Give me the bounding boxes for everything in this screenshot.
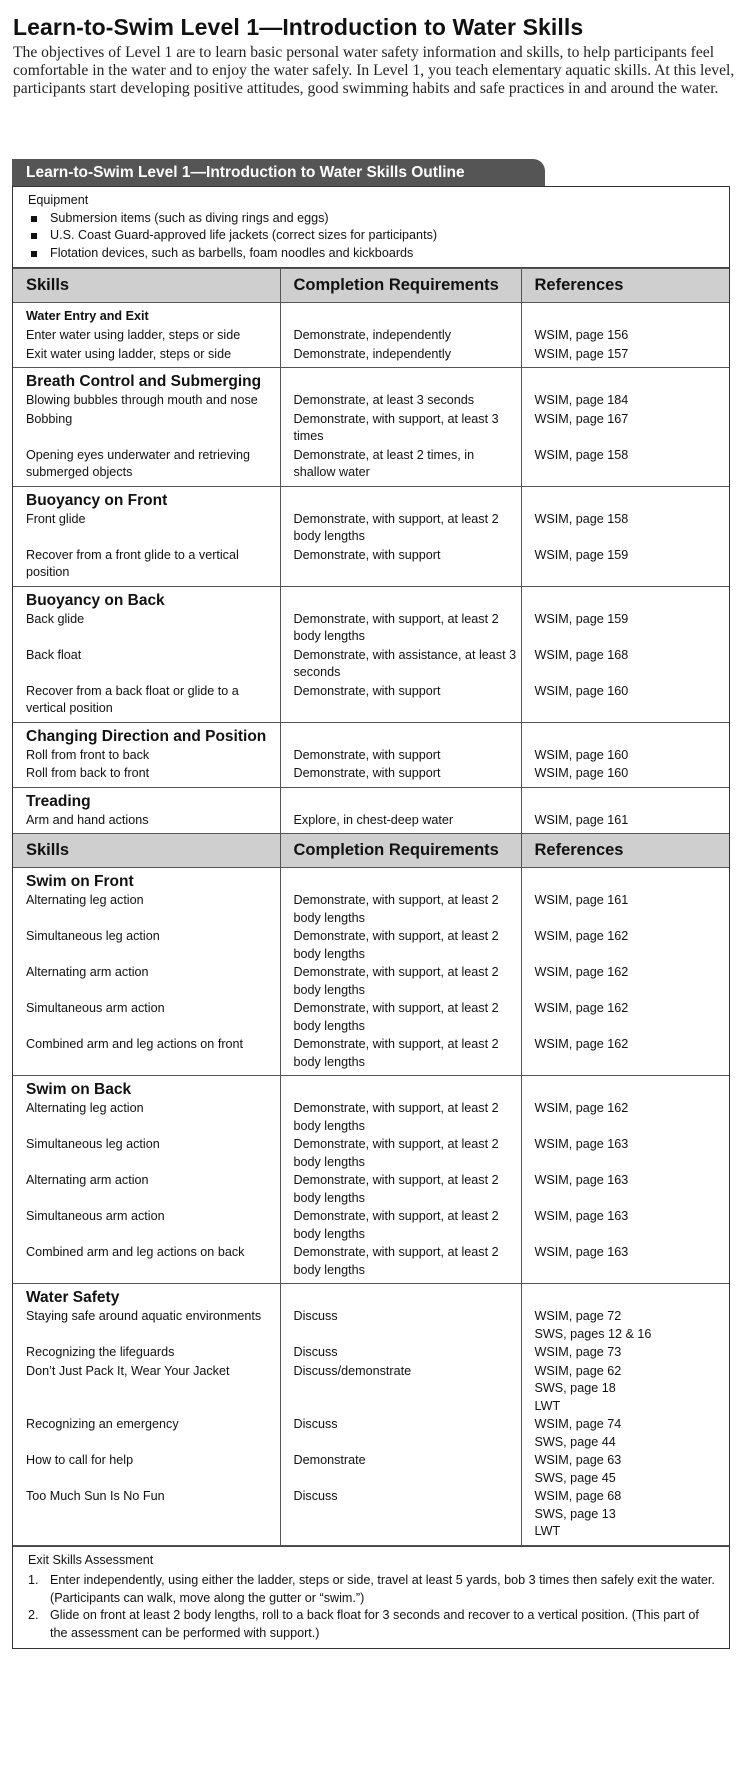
skill-group-title: Changing Direction and Position xyxy=(26,727,267,745)
skill-group-title: Water Safety xyxy=(26,1289,120,1306)
equipment-item: Submersion items (such as diving rings and eggs) xyxy=(28,210,729,228)
skill-cell: Simultaneous arm action xyxy=(26,1001,165,1015)
exit-assessment-list xyxy=(28,1572,715,1642)
skill-cell: Combined arm and leg actions on front xyxy=(13,1036,280,1076)
table-row xyxy=(13,411,729,447)
skill-cell: Roll from back to front xyxy=(13,765,280,787)
skill-group-row xyxy=(13,868,729,893)
table-row xyxy=(13,1036,729,1076)
skill-cell: Back float xyxy=(26,647,82,662)
table-row xyxy=(13,892,729,928)
requirement-cell: Demonstrate, with support xyxy=(280,683,521,723)
reference-cell: WSIM, page 160 xyxy=(521,683,729,723)
reference-cell xyxy=(521,1308,729,1344)
exit-assessment-item: 1. Enter independently, using either the ladder, steps or side, travel at least 5 yards, bob 3 times then safely exit the water. (Participants can walk, move along the gutter or “swim.”) xyxy=(28,1573,715,1605)
requirement-cell: Demonstrate, with support xyxy=(280,547,521,587)
skill-group-row xyxy=(13,722,729,747)
reference-cell xyxy=(521,1344,729,1363)
reference-line: WSIM, page 68 xyxy=(534,1489,622,1503)
page-title: Learn-to-Swim Level 1—Introduction to Water Skills xyxy=(13,14,584,40)
reference-cell: WSIM, page 167 xyxy=(521,411,729,447)
skill-cell: Opening eyes underwater and retrieving submerged objects xyxy=(13,447,280,487)
table-row xyxy=(13,1363,729,1417)
table-row xyxy=(13,1000,729,1036)
skills-column-header: Skills xyxy=(13,834,280,868)
skill-cell: Recover from a back float or glide to a vertical position xyxy=(13,683,280,723)
table-row xyxy=(13,1488,729,1545)
skill-cell: Alternating leg action xyxy=(26,893,144,907)
table-row xyxy=(13,765,729,787)
table-row xyxy=(13,1416,729,1452)
skill-cell: Staying safe around aquatic environments xyxy=(26,1309,262,1323)
reference-cell: WSIM, page 162 xyxy=(521,928,729,964)
skill-cell: Too Much Sun Is No Fun xyxy=(13,1488,280,1545)
skill-group-row xyxy=(13,368,729,393)
requirement-cell: Demonstrate, with support, at least 2 body lengths xyxy=(280,1244,521,1284)
skill-group-row xyxy=(13,1076,729,1101)
table-row xyxy=(13,683,729,723)
table-row xyxy=(13,964,729,1000)
table-row xyxy=(13,511,729,547)
table-row xyxy=(13,928,729,964)
reference-cell: WSIM, page 157 xyxy=(521,346,729,368)
table-row xyxy=(13,647,729,683)
requirement-cell: Discuss xyxy=(280,1488,521,1545)
requirement-cell: Demonstrate, with support, at least 2 body lengths xyxy=(280,928,521,964)
reference-cell: WSIM, page 163 xyxy=(521,1172,729,1208)
reference-cell: WSIM, page 160 xyxy=(521,747,729,766)
intro-paragraph: The objectives of Level 1 are to learn basic personal water safety information and skills, to help participants feel comfortable in the water and to enjoy the water safely. In Level 1, you teach elementary aquatic skills. At this level, participants start developing positive attitudes, good swimming habits and safe practices in and around the water. xyxy=(13,44,735,97)
skill-group-row xyxy=(13,1284,729,1309)
skill-cell: Simultaneous leg action xyxy=(26,929,160,943)
skill-group-title: Breath Control and Submerging xyxy=(26,373,262,390)
reference-line: WSIM, page 74 xyxy=(534,1417,622,1431)
requirement-cell: Demonstrate, independently xyxy=(280,327,521,346)
skill-cell: Recognizing an emergency xyxy=(26,1417,179,1431)
outline-title: Learn-to-Swim Level 1—Introduction to Water Skills Outline xyxy=(12,159,545,186)
table-row xyxy=(13,1244,729,1284)
exit-skills-assessment xyxy=(13,1546,729,1649)
reference-line: SWS, pages 12 & 16 xyxy=(534,1326,652,1341)
requirement-cell: Demonstrate, with support, at least 2 body lengths xyxy=(280,1172,521,1208)
reference-cell: WSIM, page 162 xyxy=(521,1000,729,1036)
skill-group-title: Swim on Front xyxy=(26,873,134,890)
reference-line: LWT xyxy=(534,1524,561,1538)
requirement-cell: Demonstrate, with support, at least 3 times xyxy=(280,411,521,447)
skill-cell: Alternating arm action xyxy=(26,965,149,979)
skill-cell: Alternating arm action xyxy=(26,1173,149,1187)
table-row xyxy=(13,547,729,587)
reference-cell: WSIM, page 162 xyxy=(521,1100,729,1136)
table-row xyxy=(13,747,729,766)
reference-cell: WSIM, page 159 xyxy=(521,547,729,587)
requirement-cell: Demonstrate, with support, at least 2 body lengths xyxy=(280,964,521,1000)
reference-cell: WSIM, page 163 xyxy=(521,1244,729,1284)
table-header-row xyxy=(13,269,729,303)
table-row xyxy=(13,1172,729,1208)
skill-group-title: Buoyancy on Back xyxy=(26,591,165,609)
requirement-cell: Demonstrate, with assistance, at least 3 seconds xyxy=(280,647,521,683)
requirement-cell: Demonstrate, with support xyxy=(280,747,521,766)
references-column-header: References xyxy=(521,269,729,303)
exit-assessment-item: 2. Glide on front at least 2 body lengths, roll to a back float for 3 seconds and recover to a vertical position. (This part of the assessment can be performed with support.) xyxy=(28,1608,699,1640)
reference-line: SWS, page 45 xyxy=(534,1470,616,1485)
equipment-list xyxy=(28,210,729,263)
reference-cell: WSIM, page 163 xyxy=(521,1136,729,1172)
reference-cell: WSIM, page 156 xyxy=(521,327,729,346)
skill-cell: Recognizing the lifeguards xyxy=(26,1345,175,1359)
requirement-cell: Demonstrate, with support, at least 2 body lengths xyxy=(280,1036,521,1076)
requirement-cell: Explore, in chest-deep water xyxy=(280,812,521,834)
reference-line: WSIM, page 73 xyxy=(534,1345,622,1359)
references-column-header: References xyxy=(521,834,729,868)
requirements-column-header: Completion Requirements xyxy=(280,269,521,303)
requirement-cell: Demonstrate, with support, at least 2 body lengths xyxy=(280,611,521,647)
reference-line: SWS, page 13 xyxy=(534,1506,616,1521)
skill-cell: Simultaneous arm action xyxy=(26,1209,165,1223)
skill-cell: Blowing bubbles through mouth and nose xyxy=(26,393,258,407)
requirement-cell: Demonstrate, with support, at least 2 body lengths xyxy=(280,1136,521,1172)
reference-cell: WSIM, page 158 xyxy=(521,511,729,547)
skill-cell: Exit water using ladder, steps or side xyxy=(13,346,280,368)
skill-group-title: Swim on Back xyxy=(26,1081,132,1098)
skills-table xyxy=(13,268,729,1546)
reference-line: LWT xyxy=(534,1398,561,1413)
requirement-cell: Discuss xyxy=(280,1416,521,1452)
reference-cell: WSIM, page 162 xyxy=(521,1036,729,1076)
table-row xyxy=(13,611,729,647)
requirements-column-header: Completion Requirements xyxy=(280,834,521,868)
requirement-cell: Demonstrate, with support, at least 2 body lengths xyxy=(280,1100,521,1136)
reference-line: SWS, page 18 xyxy=(534,1381,616,1395)
requirement-cell: Demonstrate, with support, at least 2 body lengths xyxy=(280,511,521,547)
equipment-label: Equipment xyxy=(28,193,89,207)
skill-group-title: Water Entry and Exit xyxy=(26,309,149,323)
skills-column-header: Skills xyxy=(13,269,280,303)
table-row xyxy=(13,1344,729,1363)
table-row xyxy=(13,1208,729,1244)
requirement-cell: Demonstrate, with support, at least 2 body lengths xyxy=(280,1208,521,1244)
reference-cell: WSIM, page 158 xyxy=(521,447,729,487)
table-row xyxy=(13,392,729,411)
skill-cell: How to call for help xyxy=(26,1453,134,1467)
reference-cell xyxy=(521,1488,729,1545)
table-row xyxy=(13,1452,729,1488)
skill-group-row xyxy=(13,586,729,611)
skill-cell: Recover from a front glide to a vertical position xyxy=(13,547,280,587)
reference-cell: WSIM, page 160 xyxy=(521,765,729,787)
skill-group-row xyxy=(13,486,729,511)
reference-cell: WSIM, page 163 xyxy=(521,1208,729,1244)
reference-cell: WSIM, page 184 xyxy=(521,392,729,411)
skill-cell: Simultaneous leg action xyxy=(26,1137,160,1151)
reference-cell: WSIM, page 168 xyxy=(521,647,729,683)
skill-group-row xyxy=(13,787,729,812)
table-row xyxy=(13,1308,729,1344)
reference-line: WSIM, page 63 xyxy=(534,1453,622,1467)
table-row xyxy=(13,447,729,487)
requirement-cell: Demonstrate xyxy=(280,1452,521,1488)
table-row xyxy=(13,1136,729,1172)
table-row xyxy=(13,1100,729,1136)
skill-group-row xyxy=(13,303,729,328)
requirement-cell: Demonstrate, independently xyxy=(280,346,521,368)
table-row xyxy=(13,327,729,346)
equipment-item: Flotation devices, such as barbells, foam noodles and kickboards xyxy=(28,245,729,263)
reference-cell xyxy=(521,1416,729,1452)
requirement-cell: Discuss xyxy=(280,1308,521,1344)
requirement-cell: Discuss xyxy=(280,1344,521,1363)
skill-group-title: Buoyancy on Front xyxy=(26,491,168,509)
requirement-cell: Demonstrate, with support xyxy=(280,765,521,787)
reference-cell: WSIM, page 161 xyxy=(521,812,729,834)
skill-cell: Combined arm and leg actions on back xyxy=(13,1244,280,1284)
table-header-row xyxy=(13,834,729,868)
requirement-cell: Demonstrate, at least 2 times, in shallow water xyxy=(280,447,521,487)
reference-cell: WSIM, page 162 xyxy=(521,964,729,1000)
skill-cell: Front glide xyxy=(26,511,86,526)
reference-cell xyxy=(521,1452,729,1488)
skill-cell: Roll from front to back xyxy=(26,747,150,762)
skill-cell: Arm and hand actions xyxy=(13,812,280,834)
reference-cell xyxy=(521,1363,729,1417)
reference-cell: WSIM, page 159 xyxy=(521,611,729,647)
reference-cell: WSIM, page 161 xyxy=(521,892,729,928)
requirement-cell: Demonstrate, with support, at least 2 body lengths xyxy=(280,892,521,928)
skill-cell: Back glide xyxy=(26,611,85,626)
skills-outline xyxy=(12,186,730,1649)
skill-cell: Don’t Just Pack It, Wear Your Jacket xyxy=(26,1363,230,1378)
equipment-item: U.S. Coast Guard-approved life jackets (correct sizes for participants) xyxy=(28,227,729,245)
skill-cell: Bobbing xyxy=(26,411,73,426)
exit-assessment-label: Exit Skills Assessment xyxy=(28,1552,154,1567)
requirement-cell: Discuss/demonstrate xyxy=(280,1363,521,1417)
table-row xyxy=(13,812,729,834)
table-row xyxy=(13,346,729,368)
reference-line: WSIM, page 62 xyxy=(534,1363,622,1378)
skill-cell: Enter water using ladder, steps or side xyxy=(26,328,241,342)
skill-cell: Alternating leg action xyxy=(26,1101,144,1115)
reference-line: WSIM, page 72 xyxy=(534,1309,622,1323)
requirement-cell: Demonstrate, at least 3 seconds xyxy=(280,392,521,411)
skill-group-title: Treading xyxy=(26,792,91,810)
requirement-cell: Demonstrate, with support, at least 2 body lengths xyxy=(280,1000,521,1036)
equipment-section xyxy=(13,187,729,268)
reference-line: SWS, page 44 xyxy=(534,1434,616,1449)
